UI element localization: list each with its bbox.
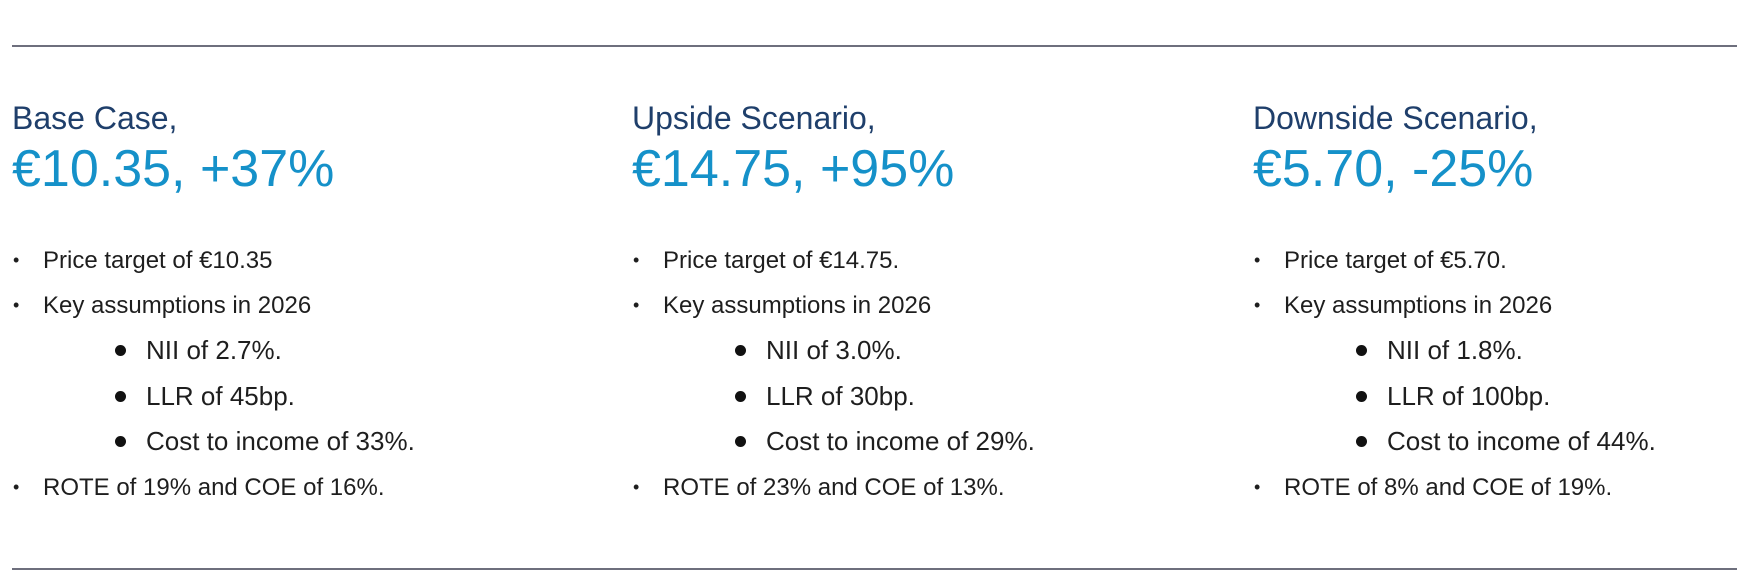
assumption-text: LLR of 100bp. [1387,380,1551,411]
list-item [632,419,1232,465]
scenario-base-case [12,98,612,501]
bullet-icon [735,345,746,356]
bullet-icon: • [633,295,640,315]
list-item [12,328,612,374]
list-item [1253,238,1737,283]
point-text: Key assumptions in 2026 [43,292,312,319]
list-item [632,374,1232,420]
point-text: Price target of €10.35 [43,247,273,274]
list-item [1253,465,1737,510]
bullet-icon [115,436,126,447]
bullet-icon [735,436,746,447]
assumptions-list [663,328,1232,465]
bullet-icon [1356,436,1367,447]
scenario-title: Downside Scenario, [1253,100,1538,136]
bullet-icon: • [13,295,20,315]
bullet-icon [115,345,126,356]
scenario-title: Upside Scenario, [632,100,876,136]
point-text: ROTE of 8% and COE of 19%. [1284,473,1613,501]
point-text: ROTE of 23% and COE of 13%. [663,473,1005,501]
list-item [12,283,612,465]
list-item [632,465,1232,510]
scenario-downside [1253,98,1737,501]
assumption-text: NII of 3.0%. [766,335,902,365]
point-text: Key assumptions in 2026 [1284,292,1553,319]
scenario-price-return: €5.70, -25% [1253,140,1534,198]
bullet-icon: • [13,250,20,270]
assumption-text: LLR of 30bp. [766,380,915,411]
list-item [1253,283,1737,465]
scenario-price-return: €10.35, +37% [12,140,335,198]
assumptions-list [43,328,612,465]
bullet-icon: • [1254,476,1261,497]
scenario-points [12,238,612,510]
assumption-text: NII of 2.7%. [146,335,282,365]
point-text: ROTE of 19% and COE of 16%. [43,473,385,501]
list-item [12,238,612,283]
list-item [632,238,1232,283]
assumption-text: LLR of 45bp. [146,380,295,411]
bullet-icon [115,391,126,402]
assumptions-list [1284,328,1737,465]
bullet-icon: • [1254,250,1261,270]
bullet-icon: • [13,476,20,497]
bullet-icon [1356,345,1367,356]
point-text: Price target of €14.75. [663,247,900,274]
scenario-title: Base Case, [12,100,178,136]
assumption-text: NII of 1.8%. [1387,335,1523,365]
bullet-icon [735,391,746,402]
bullet-icon [1356,391,1367,402]
point-text: Key assumptions in 2026 [663,292,932,319]
list-item [632,283,1232,465]
list-item [12,419,612,465]
list-item [1253,328,1737,374]
list-item [12,374,612,420]
scenario-price-return: €14.75, +95% [632,140,955,198]
assumption-text: Cost to income of 29%. [766,426,1035,456]
scenario-points [632,238,1232,510]
list-item [1253,374,1737,420]
top-divider [12,45,1737,47]
assumption-text: Cost to income of 33%. [146,426,415,456]
scenario-upside [632,98,1232,501]
bullet-icon: • [1254,295,1261,315]
scenario-points [1253,238,1737,510]
list-item [632,328,1232,374]
list-item [12,465,612,510]
point-text: Price target of €5.70. [1284,247,1507,274]
bottom-divider [12,568,1737,570]
bullet-icon: • [633,476,640,497]
bullet-icon: • [633,250,640,270]
list-item [1253,419,1737,465]
assumption-text: Cost to income of 44%. [1387,426,1656,456]
